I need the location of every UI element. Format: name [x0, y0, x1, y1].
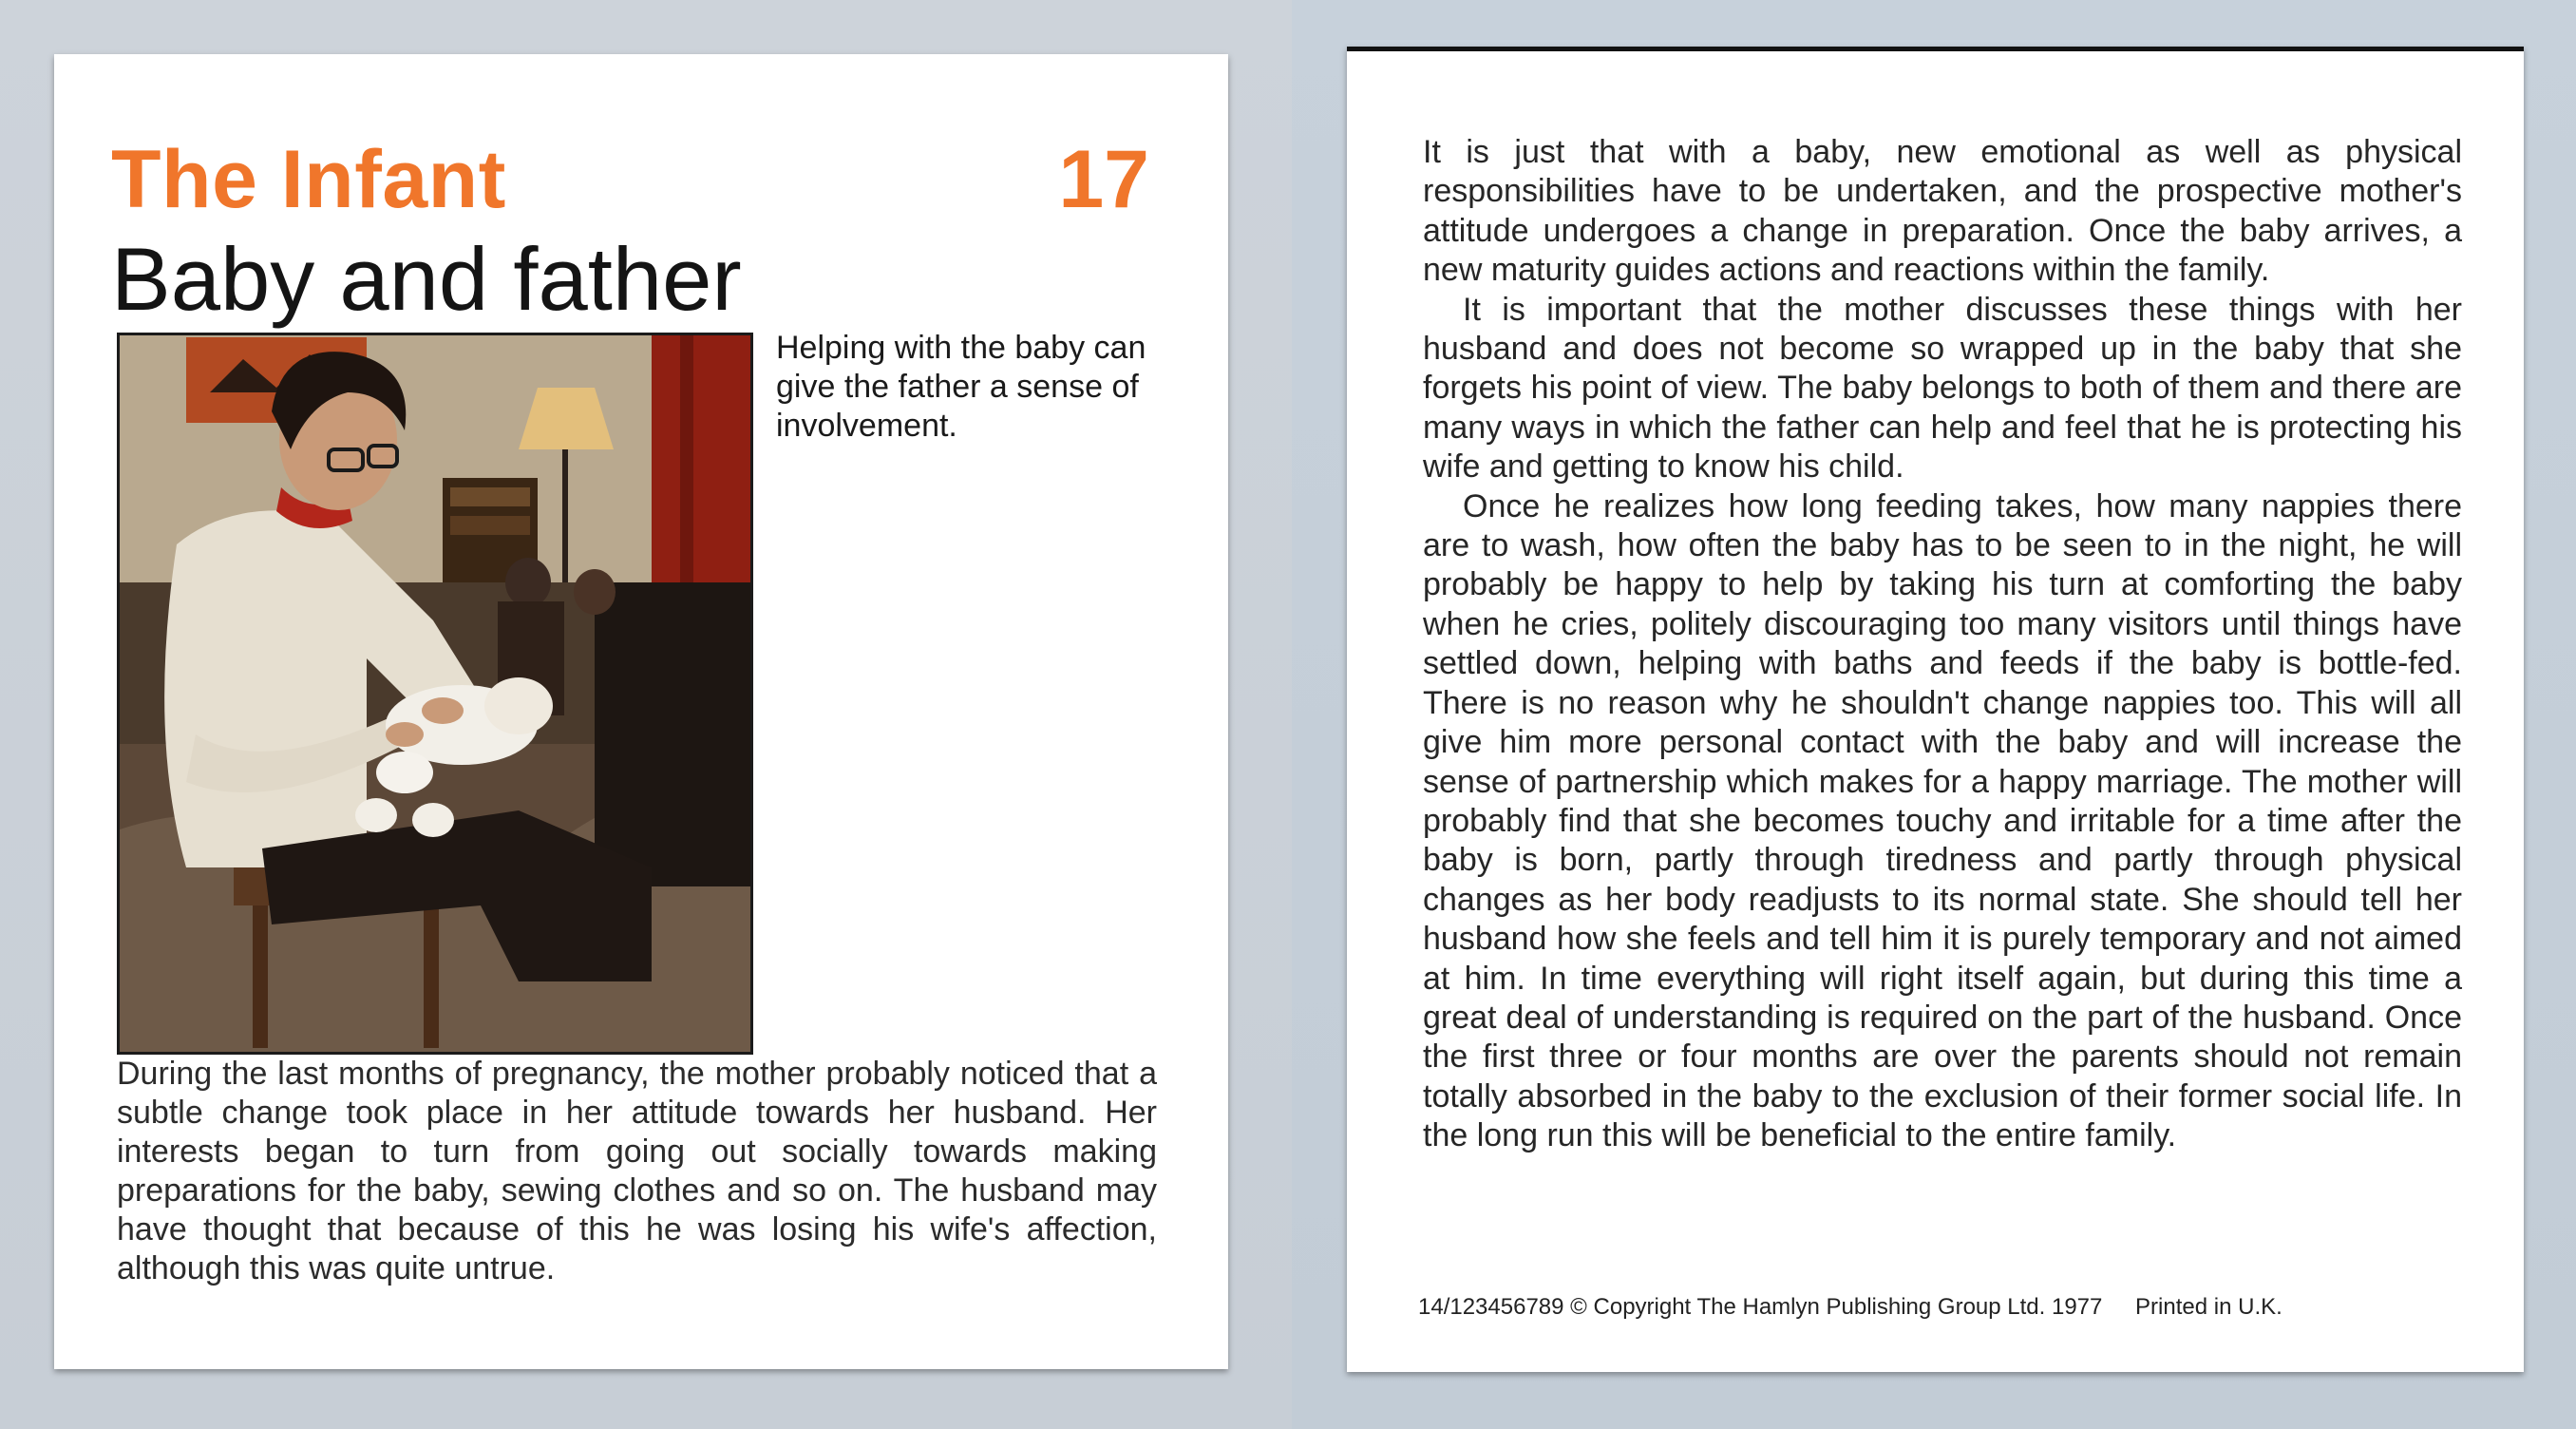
- front-body-text: During the last months of pregnancy, the mother probably noticed that a subtle change took place in her attitude towards her husband. Her interests began to turn from going out socially towards making preparations for the baby, sewing clothes and so on. The husband may have thought that because of this he was losing his wife's affection, although this was quite untrue.: [117, 1056, 1157, 1286]
- card-footer: [1418, 1294, 2282, 1321]
- father-baby-photo: [117, 333, 753, 1055]
- photo-caption: Helping with the baby can give the father a sense of involvement.: [776, 330, 1146, 444]
- copyright-line: 14/123456789 © Copyright The Hamlyn Publishing Group Ltd. 1977: [1418, 1294, 2103, 1320]
- card-title: Baby and father: [111, 229, 742, 329]
- series-title: The Infant: [111, 134, 506, 225]
- back-paragraph-1: It is just that with a baby, new emotional as well as physical responsibilities have to be undertaken, and the prospective mother's attitude undergoes a change in preparation. Once the baby arrives, a new maturity guides actions and reactions within the family.: [1423, 134, 2462, 289]
- back-body-text: [1423, 133, 2462, 1156]
- back-paragraph-2: It is important that the mother discusses these things with her husband and does not become so wrapped up in the baby that she forgets his point of view. The baby belongs to both of them and there are many ways in which the father can help and feel that he is protecting his wife and getting to know his child.: [1423, 291, 2462, 486]
- printed-in-label: Printed in U.K.: [2135, 1294, 2282, 1320]
- card-number: 17: [1058, 134, 1149, 225]
- back-paragraph-3: Once he realizes how long feeding takes, how many nappies there are to wash, how often the baby has to be seen to in the night, he will probably be happy to help by taking his turn at comforting the baby when he cries, politely discouraging too many visitors until things have settled down, helping with baths and feeds if the baby is bottle-fed. There is no reason why he shouldn't change nappies too. This will all give him more personal contact with the baby and will increase the sense of partnership which makes for a happy marriage. The mother will probably find that she becomes touchy and irritable for a time after the baby is born, partly through tiredness and partly through physical changes as her body readjusts to its normal state. She should tell her husband how she feels and tell him it is purely temporary and not aimed at him. In time everything will right itself again, but during this time a great deal of understanding is required on the part of the husband. Once the first three or four months are over the parents should not remain totally absorbed in the baby to the exclusion of their former social life. In the long run this will be beneficial to the entire family.: [1423, 487, 2462, 1154]
